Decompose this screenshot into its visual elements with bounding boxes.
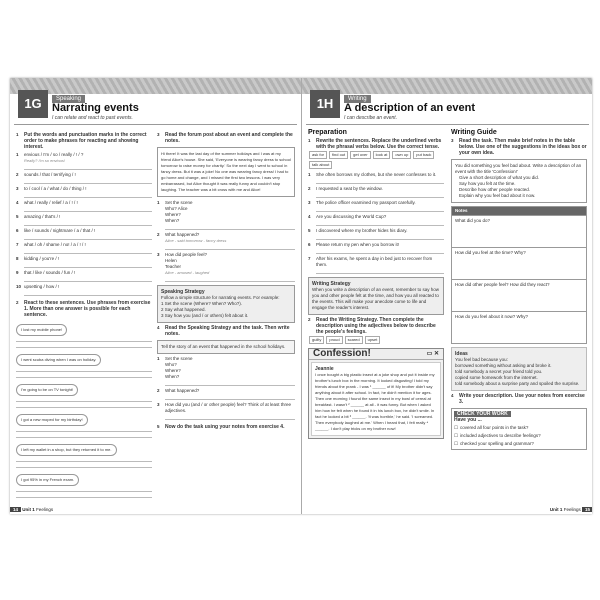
phrasal-verb: look at [373, 151, 391, 159]
answer-line[interactable] [24, 276, 152, 282]
lesson-subtitle: I can describe an event. [344, 115, 398, 121]
item-number: 2 [16, 172, 19, 177]
speaking-strategy-box: Speaking Strategy Follow a simple structure for narrating events. For example: 1 Set the scene (Where? When? Who?). 2 Say what happened. 3 Say how you (and / or others) felt about it. [157, 285, 295, 323]
note-field: Who? [165, 362, 177, 367]
list-item [308, 172, 444, 178]
divider [306, 124, 589, 125]
speech-bubble: I lost my mobile phone! [16, 324, 67, 336]
speech-row [16, 322, 152, 336]
note-field: When? [165, 218, 180, 223]
phrasal-verb: get over [350, 151, 370, 159]
speech-bubble: I'm going to be on TV tonight! [16, 384, 78, 396]
note-field: Alice - said tomorrow - fancy dress [165, 238, 227, 243]
skill-label: Speaking [52, 95, 85, 103]
note-field: Alice - amused - laughed [165, 270, 210, 275]
exercise-4-notes [157, 356, 295, 420]
note-field: Teacher [165, 264, 182, 269]
phrasal-verb: own up [392, 151, 411, 159]
answer-line[interactable] [165, 380, 295, 386]
confession-title: Confession! [313, 348, 371, 359]
exercise-2: 2 React to these sentences. Use phrases from exercise 1. More than one answer is possible for each sentence. [16, 300, 151, 318]
answer-line[interactable] [16, 432, 152, 438]
task-bullet: Describe how other people reacted. [459, 187, 531, 192]
notes-row[interactable]: What did you do? [452, 215, 586, 247]
adjective: scared [345, 336, 363, 344]
checkbox-icon[interactable]: ☐ [454, 441, 459, 446]
checkbox-icon[interactable]: ☐ [454, 433, 459, 438]
item-number: 3 [16, 186, 19, 191]
right-column [157, 130, 295, 430]
adjectives [308, 335, 444, 345]
item-number: 7 [16, 242, 19, 247]
item-number: 10 [16, 284, 22, 289]
item-text: I discovered where my brother hides his diary. [316, 228, 408, 233]
idea-item: told somebody about a surprise party and spoiled the surprise. [455, 381, 580, 386]
item-text: envious / I'm / so / really / ! / ? [24, 152, 84, 157]
note-field: Where? [165, 212, 181, 217]
item-text: what / oh / shame / no! / a / ! / ! [24, 242, 86, 247]
exercise-1: 1 Put the words and punctuation marks in the correct order to make phrases for reacting and showing interest. [16, 132, 147, 150]
speech-row [16, 412, 152, 426]
answer-line[interactable] [24, 206, 152, 212]
answer-line[interactable] [165, 414, 295, 420]
adjective: upset [365, 336, 381, 344]
answer-line[interactable] [24, 192, 152, 198]
check-item [454, 441, 584, 447]
speech-bubble: I left my wallet in a shop, but they returned it to me. [16, 444, 117, 456]
note-item [157, 402, 295, 414]
item-text: kidding / you're / ! [24, 256, 60, 261]
left-footer: 14 Unit 1 Feelings [10, 505, 301, 514]
item-number: 2 [157, 388, 160, 393]
answer-line[interactable] [316, 268, 444, 274]
writing-strategy-box: Writing Strategy When you write a description of an event, remember to say how you and other people felt at the time, and how you all reacted to the events. This will make your anecdote come to life and engage the reader's interest. [308, 277, 444, 315]
task-bullet: Explain why you feel bad about it now. [459, 193, 536, 198]
item-number: 6 [308, 242, 311, 247]
item-number: 2 [308, 186, 311, 191]
item-label: How did people feel? [165, 252, 208, 257]
answer-line[interactable] [24, 220, 152, 226]
item-number: 1 [157, 356, 160, 361]
window-controls-icon: ▭ ✕ [426, 351, 439, 357]
answer-line[interactable] [165, 244, 295, 250]
right-footer: Unit 1 Feelings 15 [302, 505, 592, 514]
strategy-step: 1 Set the scene (Where? When? Who?). [161, 301, 243, 306]
phrasal-verbs [308, 150, 444, 170]
adjective: guilty [309, 336, 324, 344]
check-text: checked your spelling and grammar? [460, 441, 534, 446]
item-number: 1 [157, 200, 160, 205]
answer-line[interactable] [16, 462, 152, 468]
item-text: The police officer examined my passport carefully. [316, 200, 416, 205]
item-label: What happened? [165, 388, 200, 393]
item-label: Set the scene [165, 356, 193, 361]
item-label: How did you (and / or other people) feel? Think of at least three adjectives. [165, 402, 291, 413]
notes-row[interactable]: How do you feel about it now? Why? [452, 311, 586, 343]
answer-line[interactable] [24, 262, 152, 268]
lesson-subtitle: I can relate and react to past events. [52, 115, 133, 121]
exercise-4: 4 Read the Speaking Strategy and the task. Then write notes. [157, 325, 290, 337]
task-bullet: Give a short description of what you did. [459, 175, 540, 180]
check-text: included adjectives to describe feelings? [460, 433, 541, 438]
checkbox-icon[interactable]: ☐ [454, 425, 459, 430]
item-label: Set the scene [165, 200, 193, 205]
answer-line[interactable] [165, 224, 295, 230]
item-label: What happened? [165, 232, 200, 237]
left-column [16, 130, 152, 498]
idea-item: copied some homework from the internet. [455, 375, 538, 380]
phrasal-verb: talk about [309, 161, 332, 169]
writing-guide-heading: Writing Guide [451, 129, 497, 136]
left-page [10, 78, 301, 514]
answer-line[interactable] [16, 492, 152, 498]
item-number: 4 [308, 214, 311, 219]
item-number: 5 [16, 214, 19, 219]
item-number: 7 [308, 256, 311, 261]
check-item [454, 433, 584, 439]
item-text: to / cool / a / what / do / thing / ! [24, 186, 87, 191]
ideas-box: Ideas You feel bad because you: borrowed something without asking and broke it. told somebody a secret your friend told you. copied some homework from the internet. told somebody about a surprise party and spoiled the surprise. [451, 347, 587, 391]
exercise-4: 4 Write your description. Use your notes from exercise 3. [451, 393, 585, 405]
answer-line[interactable] [316, 234, 444, 240]
exercise-5: 5 Now do the task using your notes from exercise 4. [157, 424, 285, 430]
answer-example: Really? I'm so envious! [24, 158, 66, 163]
idea-item: told somebody a secret your friend told you. [455, 369, 543, 374]
list-item [308, 256, 444, 268]
answer-line[interactable] [16, 342, 152, 348]
answer-line[interactable] [24, 248, 152, 254]
speech-row [16, 352, 152, 366]
confession-card [308, 348, 444, 439]
answer-line[interactable] [165, 394, 295, 400]
item-number: 3 [308, 200, 311, 205]
answer-line[interactable] [316, 192, 444, 198]
item-number: 6 [16, 228, 19, 233]
answer-line[interactable] [316, 248, 444, 254]
divider [14, 124, 297, 125]
task-bullet: Say how you felt at the time. [459, 181, 516, 186]
item-text: what / really / relief / a / ! / ! [24, 200, 78, 205]
item-text: upsetting / how / ! [24, 284, 60, 289]
forum-post: Hi there! It was the last day of the summer holidays and I was at my friend Alice's house. She said, 'Everyone is wearing fancy dress to school tomorrow to raise money for charity.' So the next day I went to school in fancy dress. But it was a joke! No one was wearing fancy dress! I had to go home and change, and I missed the first two lessons. I was very embarrassed, but Alice thought it was really funny and couldn't stop laughing. The teacher was a bit cross with me and Alice! [157, 147, 295, 197]
check-item [454, 425, 584, 431]
confession-body: Jeannie I once bought a big plastic insect at a joke shop and put it inside my brother's lunch box in the morning. It looked disgusting! I told my friends about the prank - I was ¹ ______ of it! My brother didn't say anything about it after school. In fact, he didn't mention it for ages. Then one morning I found the same insect in my bowl of cereal at breakfast. I wasn't ² ______ at all - it was funny. But when I asked him how he felt when he found it in his lunch box, he didn't smile. In fact he looked a bit ³ ______. 'It was horrible,' he said. 'I screamed. Then everybody laughed at me.' When I heard that, I felt really ⁴ ______. I don't play tricks on my brother now! [311, 362, 441, 436]
note-field: Where? [165, 368, 181, 373]
answer-line[interactable] [16, 402, 152, 408]
phrasal-verb: put back [413, 151, 434, 159]
speech-bubble: I went scuba diving when I was on holiday. [16, 354, 101, 366]
lesson-title: Narrating events [52, 102, 139, 114]
speech-row [16, 472, 152, 486]
header-band [302, 78, 592, 94]
item-number: 9 [16, 270, 19, 275]
strategy-step: 2 Say what happened. [161, 307, 206, 312]
right-column [451, 130, 587, 450]
task-box: You did something you feel bad about. Write a description of an event with the title 'Confession!' Give a short description of what you did. Say how you felt at the time. Describe how other people reacted. Explain why you feel bad about it now. [451, 159, 587, 203]
item-number: 4 [16, 200, 19, 205]
left-column [308, 130, 444, 439]
skill-label: Writing [344, 95, 371, 103]
task-box: Tell the story of an event that happened in the school holidays. [157, 340, 295, 354]
notes-row[interactable]: How did other people feel? How did they react? [452, 279, 586, 311]
answer-line[interactable] [165, 276, 295, 282]
exercise-1-items [308, 172, 444, 274]
note-field: Who? Alice [165, 206, 188, 211]
exercise-3-notes [157, 200, 295, 282]
exercise-3: 3 Read the forum post about an event and complete the notes. [157, 132, 293, 144]
item-text: I requested a seat by the window. [316, 186, 383, 191]
item-number: 3 [157, 402, 160, 407]
item-text: that / like / sounds / fun / ! [24, 270, 76, 275]
phrasal-verb: ask for [309, 151, 327, 159]
item-number: 1 [308, 172, 311, 177]
answer-line[interactable] [24, 290, 152, 296]
exercise-2-bubbles [16, 322, 152, 498]
answer-line[interactable] [316, 220, 444, 226]
item-text: sounds / that / terrifying / ! [24, 172, 76, 177]
answer-line[interactable] [16, 372, 152, 378]
item-text: She often borrows my clothes, but she never confesses to it. [316, 172, 437, 177]
answer-line[interactable] [24, 234, 152, 240]
item-number: 8 [16, 256, 19, 261]
answer-line[interactable] [24, 164, 152, 170]
exercise-1-items [16, 152, 152, 296]
answer-line[interactable] [316, 206, 444, 212]
speech-bubble: I got a new moped for my birthday! [16, 414, 88, 426]
note-field: When? [165, 374, 180, 379]
item-text: like / sounds / nightmare / a / that / ! [24, 228, 96, 233]
item-number: 5 [308, 228, 311, 233]
item-text: Are you discussing the World Cup? [316, 214, 387, 219]
strategy-step: 3 Say how you (and / or others) felt about it. [161, 313, 249, 318]
lesson-code: 1G [18, 90, 48, 118]
item-text: Please return my pen when you borrow it! [316, 242, 400, 247]
lesson-title: A description of an event [344, 102, 476, 114]
speech-row [16, 382, 152, 396]
exercise-1: 1 Rewrite the sentences. Replace the underlined verbs with the phrasal verbs below. Use the correct tense. [308, 138, 442, 150]
speech-bubble: I got 95% in my French exam. [16, 474, 79, 486]
exercise-3: 3 Read the task. Then make brief notes in the table below. Use one of the suggestions in the ideas box or your own idea. [451, 138, 587, 156]
idea-item: borrowed something without asking and broke it. [455, 363, 552, 368]
notes-row[interactable]: How did you feel at the time? Why? [452, 247, 586, 279]
exercise-2: 2 Read the Writing Strategy. Then complete the description using the adjectives below to describe the people's feelings. [308, 317, 436, 335]
note-field: Helen [165, 258, 177, 263]
speech-row [16, 442, 152, 456]
item-number: 2 [157, 232, 160, 237]
header-band [10, 78, 301, 94]
answer-line[interactable] [24, 178, 152, 184]
adjective: proud [326, 336, 342, 344]
workbook-spread [10, 78, 592, 514]
right-page [301, 78, 592, 514]
item-text: amazing / that's / ! [24, 214, 61, 219]
phrasal-verb: find out [329, 151, 348, 159]
lesson-code: 1H [310, 90, 340, 118]
answer-line[interactable] [316, 178, 444, 184]
item-number: 3 [157, 252, 160, 257]
check-text: covered all four points in the task? [460, 425, 529, 430]
preparation-heading: Preparation [308, 129, 347, 136]
check-your-work: CHECK YOUR WORK Have you ... ☐ covered all four points in the task? ☐ included adjectives to describe feelings? ☐ checked your spelling and grammar? [451, 408, 587, 450]
notes-table: Notes What did you do? How did you feel at the time? Why? How did other people feel? How did they react? How do you feel about it now? Why? [451, 206, 587, 344]
item-number: 1 [16, 152, 19, 157]
item-text: After his exams, he spent a day in bed just to recover from them. [316, 256, 433, 267]
